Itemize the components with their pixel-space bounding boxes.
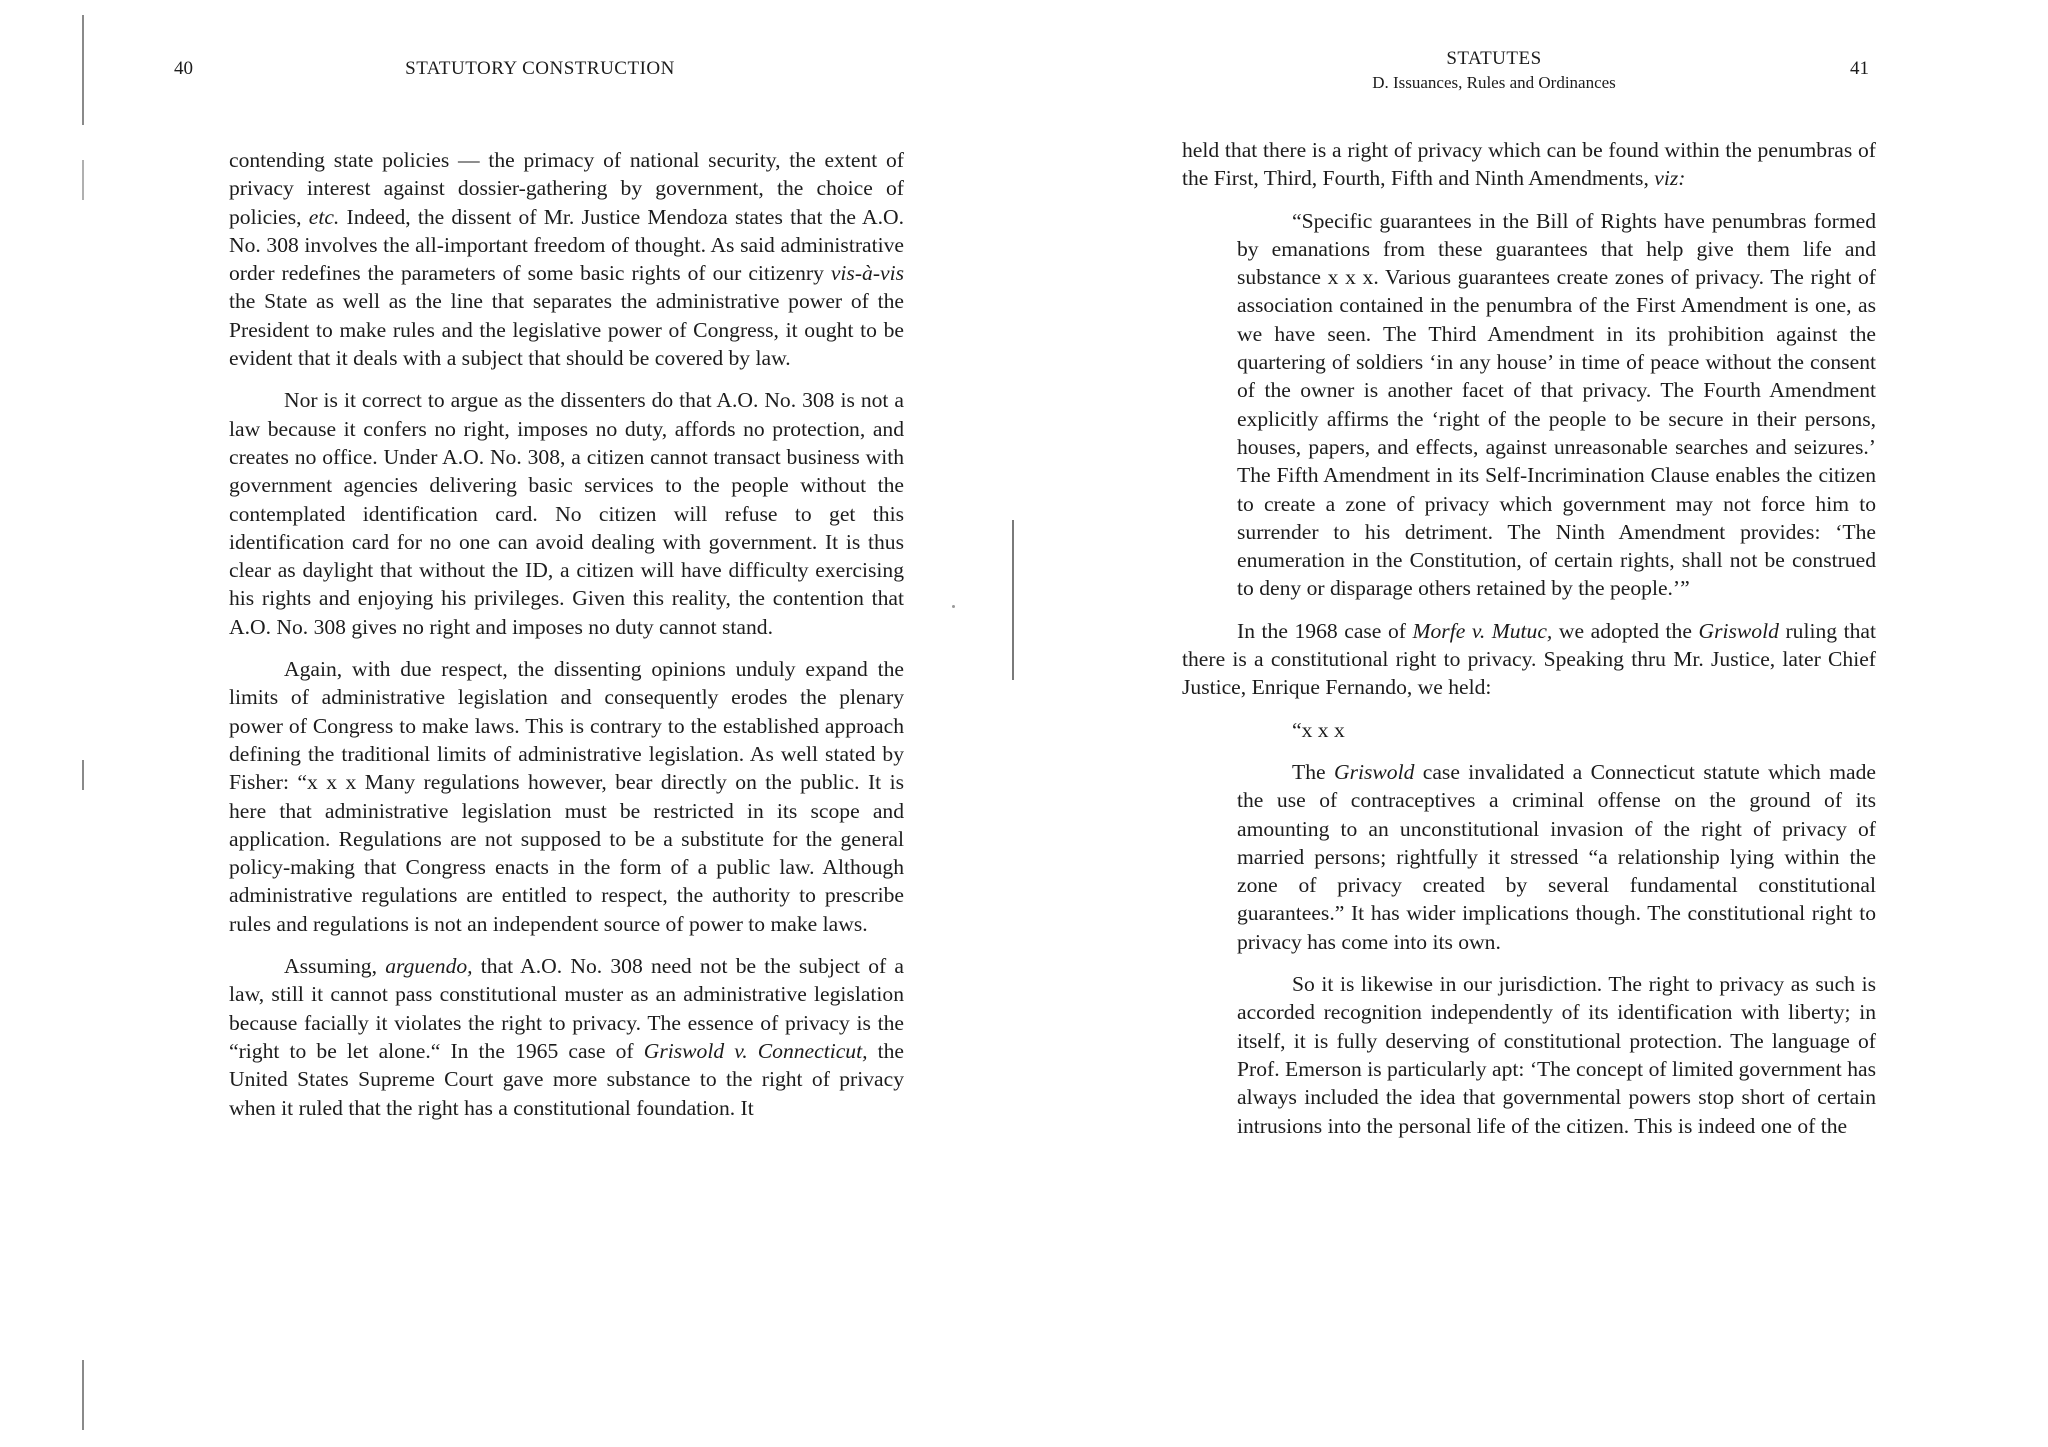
right-paragraph-morfe: In the 1968 case of Morfe v. Mutuc, we adopted the Griswold ruling that there is a constitutional right to privacy. Speaking thru Mr. Justice, later Chief Justice, Enrique Fernando, we held:: [1182, 618, 1876, 700]
left-paragraph-3: Again, with due respect, the dissenting opinions unduly expand the limits of administrative legislation and consequently erodes the plenary power of Congress to make laws. This is contrary to the established approach defining the traditional limits of administrative legislation. As well stated by Fisher: “x x x Many regulations however, bear directly on the public. It is here that administrative legislation must be restricted in its scope and application. Regulations are not supposed to be a substitute for the general policy-making that Congress enacts in the form of a public law. Although administrative regulations are entitled to respect, the authority to prescribe rules and regulations is not an independent source of power to make laws.: [229, 657, 904, 936]
scan-edge-mark: [82, 1360, 84, 1430]
left-page-number: 40: [174, 58, 193, 79]
scan-edge-mark: [82, 760, 84, 790]
right-running-head: STATUTES: [1446, 48, 1542, 69]
right-page-number: 41: [1850, 58, 1869, 79]
right-blockquote-griswold-case: The Griswold case invalidated a Connecticut statute which made the use of contraceptives a criminal offense on the ground of its amounting to an unconstitutional invasion of the right of privacy of married persons; rightfully it stressed “a relationship lying within the zone of privacy created by several fundamental constitutional guarantees.” It has wider implications though. The constitutional right to privacy has come into its own.: [1237, 759, 1876, 954]
left-paragraph-2: Nor is it correct to argue as the dissenters do that A.O. No. 308 is not a law because it confers no right, imposes no duty, affords no protection, and creates no office. Under A.O. No. 308, a citizen cannot transact business with government agencies delivering basic services to the people without the contemplated identification card. No citizen will refuse to get this identification card for no one can avoid dealing with government. It is thus clear as daylight that without the ID, a citizen will have difficulty exercising his rights and enjoying his privileges. Given this reality, the contention that A.O. No. 308 gives no right and imposes no duty cannot stand.: [229, 388, 904, 639]
scan-edge-mark: [82, 15, 84, 125]
left-page-body: [229, 146, 904, 1136]
scan-edge-mark: [82, 160, 84, 200]
scan-speck: [952, 605, 955, 608]
right-blockquote-jurisdiction: So it is likewise in our jurisdiction. The right to privacy as such is accorded recognition independently of its identification with liberty; in itself, it is fully deserving of constitutional protection. The language of Prof. Emerson is particularly apt: ‘The concept of limited government has always included the idea that governmental powers stop short of certain intrusions into the personal life of the citizen. This is indeed one of the: [1237, 972, 1876, 1138]
right-running-subhead: D. Issuances, Rules and Ordinances: [1372, 73, 1616, 92]
left-paragraph-4: Assuming, arguendo, that A.O. No. 308 need not be the subject of a law, still it cannot pass constitutional muster as an administrative legislation because facially it violates the right to privacy. The essence of privacy is the “right to be let alone.“ In the 1965 case of Griswold v. Connecticut, the United States Supreme Court gave more substance to the right of privacy when it ruled that the right has a constitutional foundation. It: [229, 954, 905, 1120]
right-blockquote-xxx: “x x x: [1292, 717, 1345, 742]
right-blockquote-griswold: “Specific guarantees in the Bill of Rights have penumbras formed by emanations from these guarantees that help give them life and substance x x x. Various guarantees create zones of privacy. The right of association contained in the penumbra of the First Amendment is one, as we have seen. The Third Amendment in its prohibition against the quartering of soldiers ‘in any house’ in time of peace without the consent of the owner is another facet of that privacy. The Fourth Amendment explicitly affirms the ‘right of the people to be secure in their persons, houses, papers, and effects, against unreasonable searches and seizures.’ The Fifth Amendment in its Self-Incrimination Clause enables the citizen to create a zone of privacy which government may not force him to surrender to his detriment. The Ninth Amendment provides: ‘The enumeration in the Constitution, of certain rights, shall not be construed to deny or disparage others retained by the people.’”: [1237, 208, 1876, 601]
right-paragraph-1: held that there is a right of privacy which can be found within the penumbras of the First, Third, Fourth, Fifth and Ninth Amendments, viz:: [1182, 138, 1876, 191]
right-page: [1024, 0, 2048, 1447]
left-paragraph-1: contending state policies — the primacy of national security, the extent of privacy interest against dossier-gathering by government, the choice of policies, etc. Indeed, the dissent of Mr. Justice Mendoza states that the A.O. No. 308 involves the all-important freedom of thought. As said administrative order redefines the parameters of some basic rights of our citizenry vis-à-vis the State as well as the line that separates the administrative power of the President to make rules and the legislative power of Congress, it ought to be evident that it deals with a subject that should be covered by law.: [229, 148, 904, 371]
left-running-head: STATUTORY CONSTRUCTION: [405, 58, 675, 79]
right-page-body: [1182, 136, 1876, 1154]
scan-gutter-mark: [1012, 520, 1014, 680]
